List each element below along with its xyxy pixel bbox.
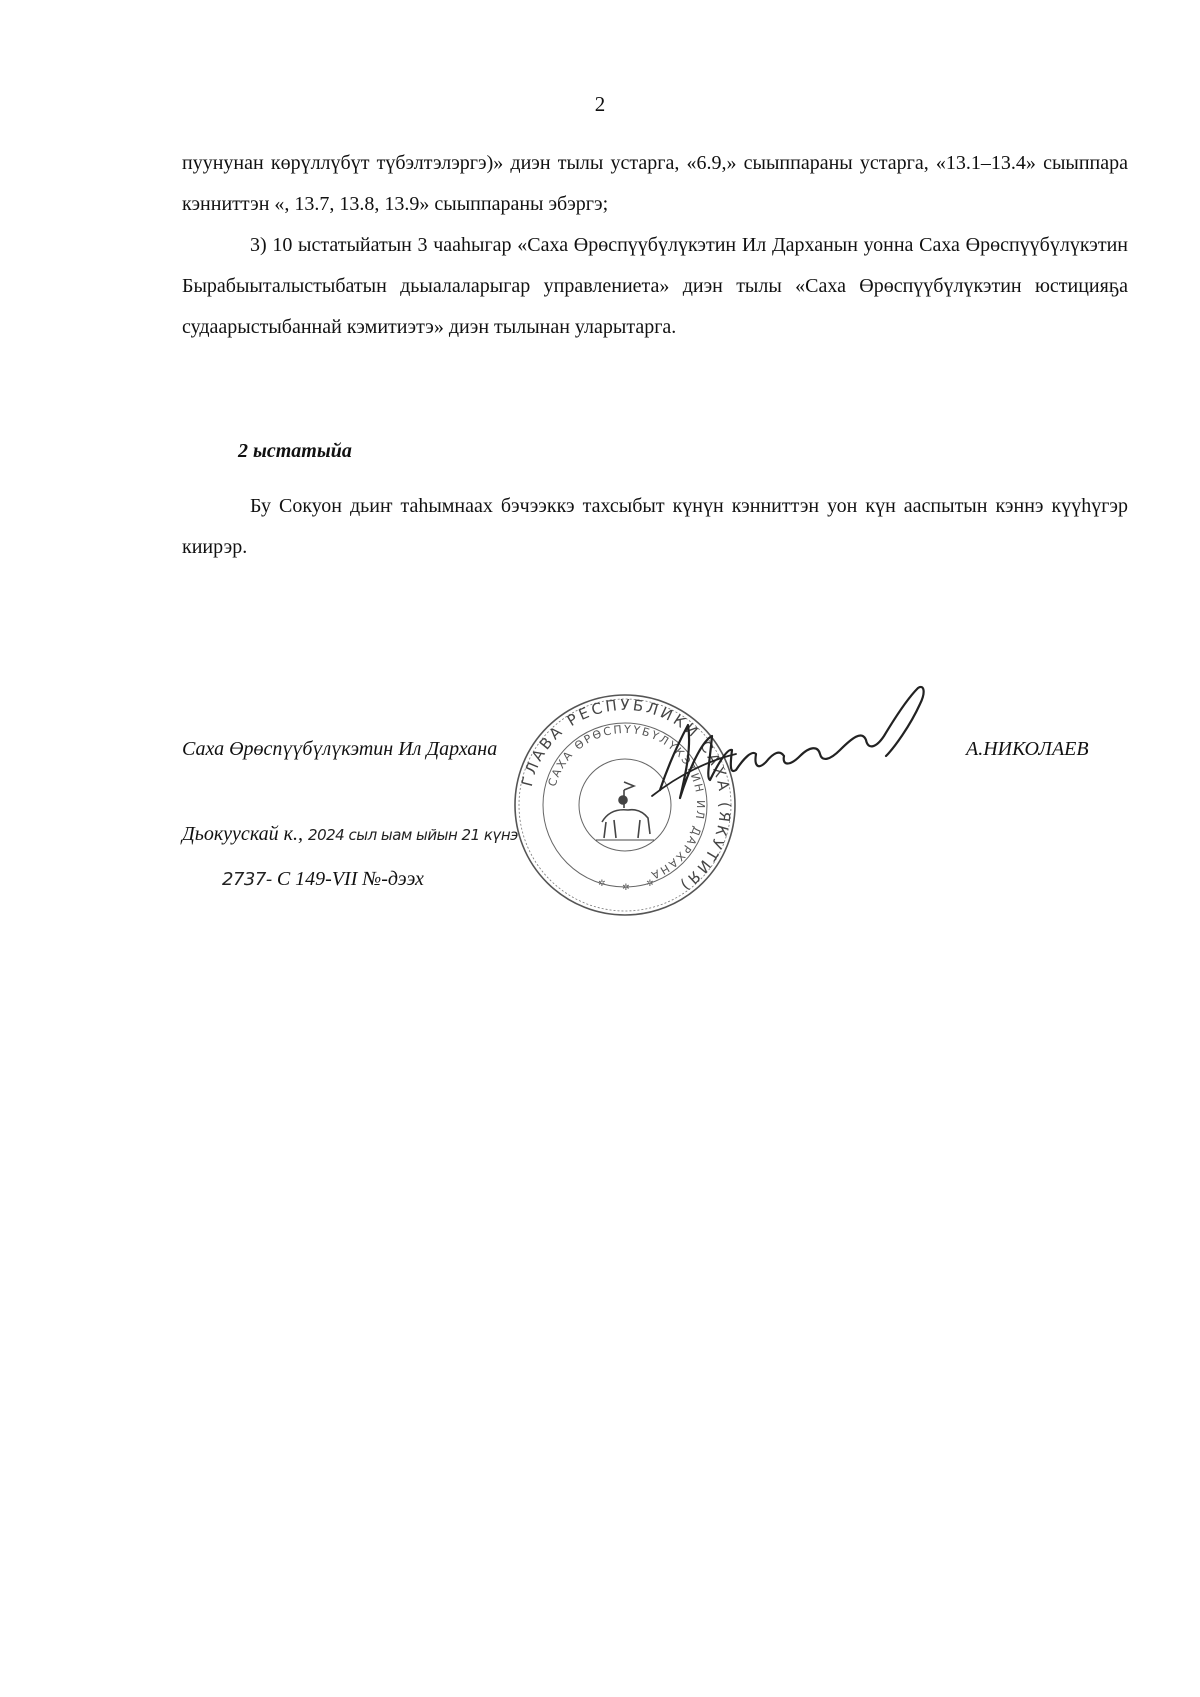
place-and-date [182,823,518,846]
paragraph-continuation: пуунунан көрүллүбүт түбэлтэлэргэ)» диэн тылы устарга, «6.9,» сыыппараны устарга, «13.1–13.4» сыыппара кэнниттэн «, 13.7, 13.8, 13.9» сыыппараны эбэргэ; [182,152,1128,215]
article-text: Бу Сокуон дьиҥ таһымнаах бэчээккэ тахсыбыт күнүн кэнниттэн уон күн ааспытын кэннэ күүһүгэр киирэр. [182,495,1128,558]
handwritten-signature [640,670,960,820]
svg-text:ГЛАВА РЕСПУБЛИКИ САХА (ЯКУТИЯ): ГЛАВА РЕСПУБЛИКИ САХА (ЯКУТИЯ) [517,695,735,896]
registration-line [222,868,424,891]
svg-text:✲: ✲ [598,879,606,889]
svg-text:✲: ✲ [622,883,630,893]
signatory-name: А.НИКОЛАЕВ [966,738,1089,760]
registration-number: С 149-VII №-дээх [276,868,424,890]
place-name: Дьокуускай к., [182,823,304,845]
handwritten-number: 2737- [222,869,272,890]
svg-text:✲: ✲ [646,879,654,889]
article-heading: 2 ыстатыйа [238,440,352,462]
svg-text:САХА ӨРӨСПҮҮБҮЛҮКЭТИН ИЛ ДАРХА: САХА ӨРӨСПҮҮБҮЛҮКЭТИН ИЛ ДАРХАНА [545,722,708,883]
paragraph-item-3: 3) 10 ыстатыйатын 3 чааһыгар «Саха Өрөспүүбүлүкэтин Ил Дарханын уонна Саха Өрөспүүбүлүкэтин Бырабыыталыстыбатын дьыалаларыгар управлениета» диэн тылы «Саха Өрөспүүбүлүкэтин юстицияҕа судаарыстыбаннай кэмитиэтэ» диэн тылынан уларытарга. [182,234,1128,338]
page-number: 2 [594,92,606,116]
body-text [182,143,1128,348]
handwritten-date: 2024 сыл ыам ыйын 21 күнэ [308,826,518,844]
signatory-title: Саха Өрөспүүбүлүкэтин Ил Дархана [182,738,498,760]
